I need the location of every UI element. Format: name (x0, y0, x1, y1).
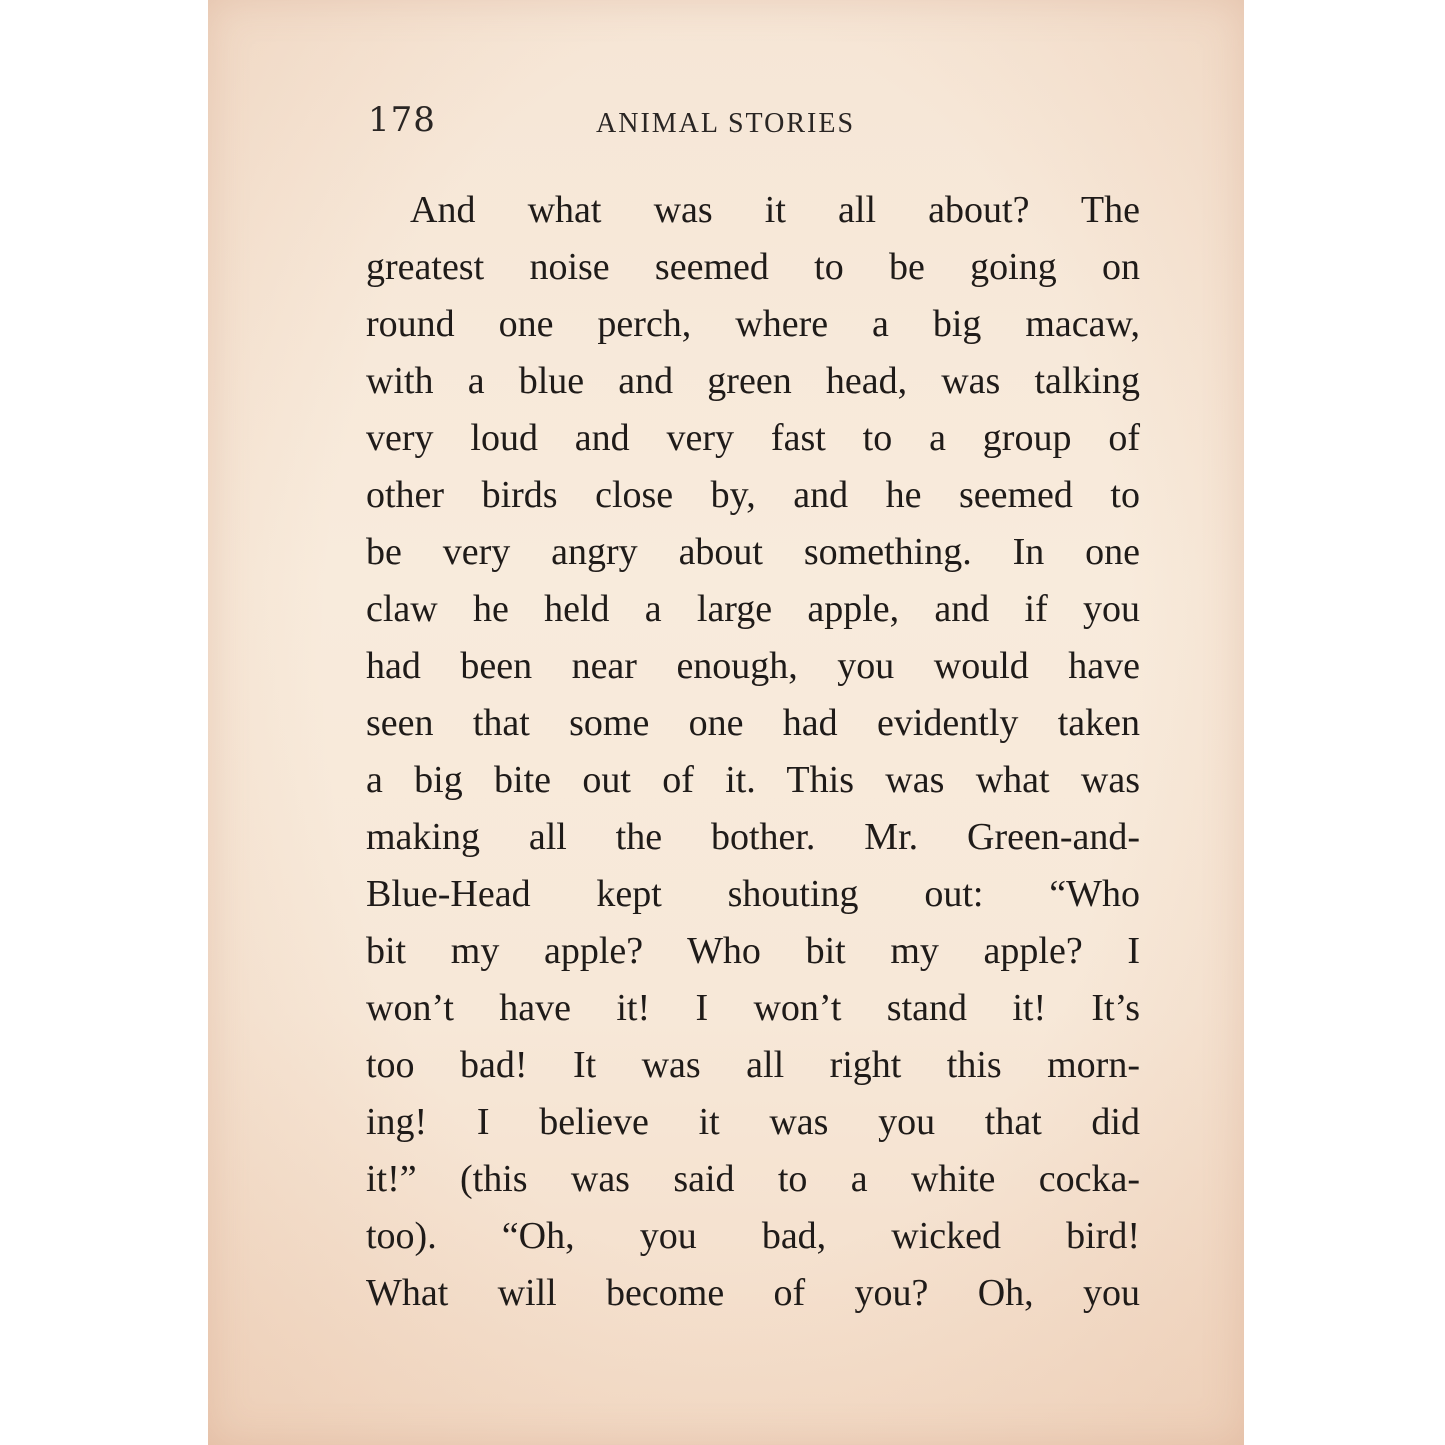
book-page (208, 0, 1244, 1445)
text-line: And what was it all about? The (410, 189, 1140, 231)
text-line: very loud and very fast to a group of (366, 417, 1140, 459)
text-line: be very angry about something. In one (366, 531, 1140, 573)
text-line: won’t have it! I won’t stand it! It’s (366, 987, 1140, 1029)
text-line: seen that some one had evidently taken (366, 702, 1140, 744)
text-line: claw he held a large apple, and if you (366, 588, 1140, 630)
text-line: other birds close by, and he seemed to (366, 474, 1140, 516)
text-line: round one perch, where a big macaw, (366, 303, 1140, 345)
page-number: 178 (368, 100, 436, 140)
page-header (368, 100, 908, 150)
body-text (366, 182, 1140, 1322)
text-line: a big bite out of it. This was what was (366, 759, 1140, 801)
running-head: ANIMAL STORIES (596, 108, 856, 139)
text-line: it!” (this was said to a white cocka- (366, 1158, 1140, 1200)
text-line: Blue-Head kept shouting out: “Who (366, 873, 1140, 915)
text-line: ing! I believe it was you that did (366, 1101, 1140, 1143)
text-line: too bad! It was all right this morn- (366, 1044, 1140, 1086)
text-line: had been near enough, you would have (366, 645, 1140, 687)
text-line: making all the bother. Mr. Green-and- (366, 816, 1140, 858)
text-line: bit my apple? Who bit my apple? I (366, 930, 1140, 972)
text-line: greatest noise seemed to be going on (366, 246, 1140, 288)
text-line: too). “Oh, you bad, wicked bird! (366, 1215, 1140, 1257)
text-line: with a blue and green head, was talking (366, 360, 1140, 402)
text-line: What will become of you? Oh, you (366, 1272, 1140, 1314)
